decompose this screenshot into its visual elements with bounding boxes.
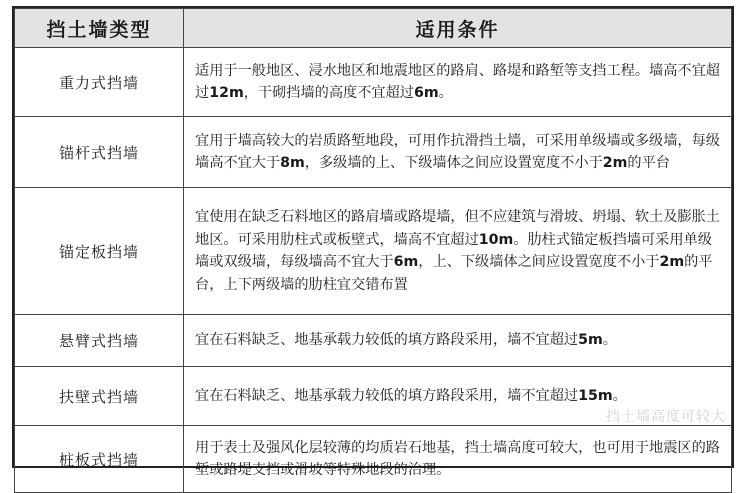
limit-value: 6m (394, 254, 419, 270)
limit-value: 10m (479, 232, 514, 248)
retaining-wall-table (12, 6, 734, 468)
conditions-cell (184, 367, 732, 426)
table-row (15, 188, 732, 315)
condition-text: 的平台 (627, 155, 670, 171)
header-row (15, 9, 732, 48)
wall-type-cell: 扶壁式挡墙 (15, 367, 184, 426)
condition-text: 宜使用在缺乏石料地区的路肩墙或路堤墙，但不应建筑与滑坡、坍塌、软土及膨胀土地区。可采用肋柱式或板壁式，墙高不宜超过 (195, 209, 720, 248)
condition-text: 用于表土及强风化层较薄的均质岩石地基，挡土墙高度可较大，也可用于地震区的路堑或路堤支挡或滑坡等特殊地段的治理。 (195, 440, 720, 479)
header-conditions: 适用条件 (184, 9, 732, 48)
limit-value: 6m (414, 85, 439, 101)
condition-text: 宜在石料缺乏、地基承载力较低的填方路段采用，墙不宜超过 (195, 388, 578, 404)
wall-type-cell: 悬臂式挡墙 (15, 315, 184, 367)
wall-type-cell: 锚杆式挡墙 (15, 117, 184, 188)
conditions-cell (184, 117, 732, 188)
table-row (15, 315, 732, 367)
header-type: 挡土墙类型 (15, 9, 184, 48)
table-row (15, 117, 732, 188)
conditions-cell (184, 315, 732, 367)
table-row (15, 48, 732, 117)
limit-value: 2m (660, 254, 685, 270)
condition-text: ，多级墙的上、下级墙体之间应设置宽度不小于 (305, 155, 603, 171)
condition-text: 。肋柱式锚定板挡墙可采用单级墙或双级墙，每级墙高不宜大于 (195, 232, 712, 271)
conditions-cell (184, 188, 732, 315)
condition-text: 宜在石料缺乏、地基承载力较低的填方路段采用，墙不宜超过 (195, 332, 578, 348)
limit-value: 15m (578, 388, 613, 404)
condition-text: 宜用于墙高较大的岩质路堑地段，可用作抗滑挡土墙，可采用单级墙或多级墙，每级墙高不宜大于 (195, 133, 720, 172)
conditions-cell (184, 426, 732, 493)
wall-type-cell: 桩板式挡墙 (15, 426, 184, 493)
table-row (15, 367, 732, 426)
table-row (15, 426, 732, 493)
limit-value: 8m (280, 155, 305, 171)
limit-value: 2m (603, 155, 628, 171)
condition-text: ，干砌挡墙的高度不宜超过 (244, 85, 414, 101)
conditions-cell (184, 48, 732, 117)
condition-text: 的平台，上下两级墙的肋柱宜交错布置 (195, 254, 713, 293)
condition-text: 。 (603, 332, 617, 348)
condition-text: ，上、下级墙体之间应设置宽度不小于 (418, 254, 659, 270)
limit-value: 12m (209, 85, 244, 101)
condition-text: 适用于一般地区、浸水地区和地震地区的路肩、路堤和路堑等支挡工程。墙高不宜超过 (195, 63, 720, 102)
condition-text: 。 (613, 388, 627, 404)
limit-value: 5m (578, 332, 603, 348)
conditions-table (14, 8, 732, 493)
wall-type-cell: 锚定板挡墙 (15, 188, 184, 315)
wall-type-cell: 重力式挡墙 (15, 48, 184, 117)
watermark: 挡土墙高度可较大 (606, 406, 726, 426)
condition-text: 。 (439, 85, 453, 101)
